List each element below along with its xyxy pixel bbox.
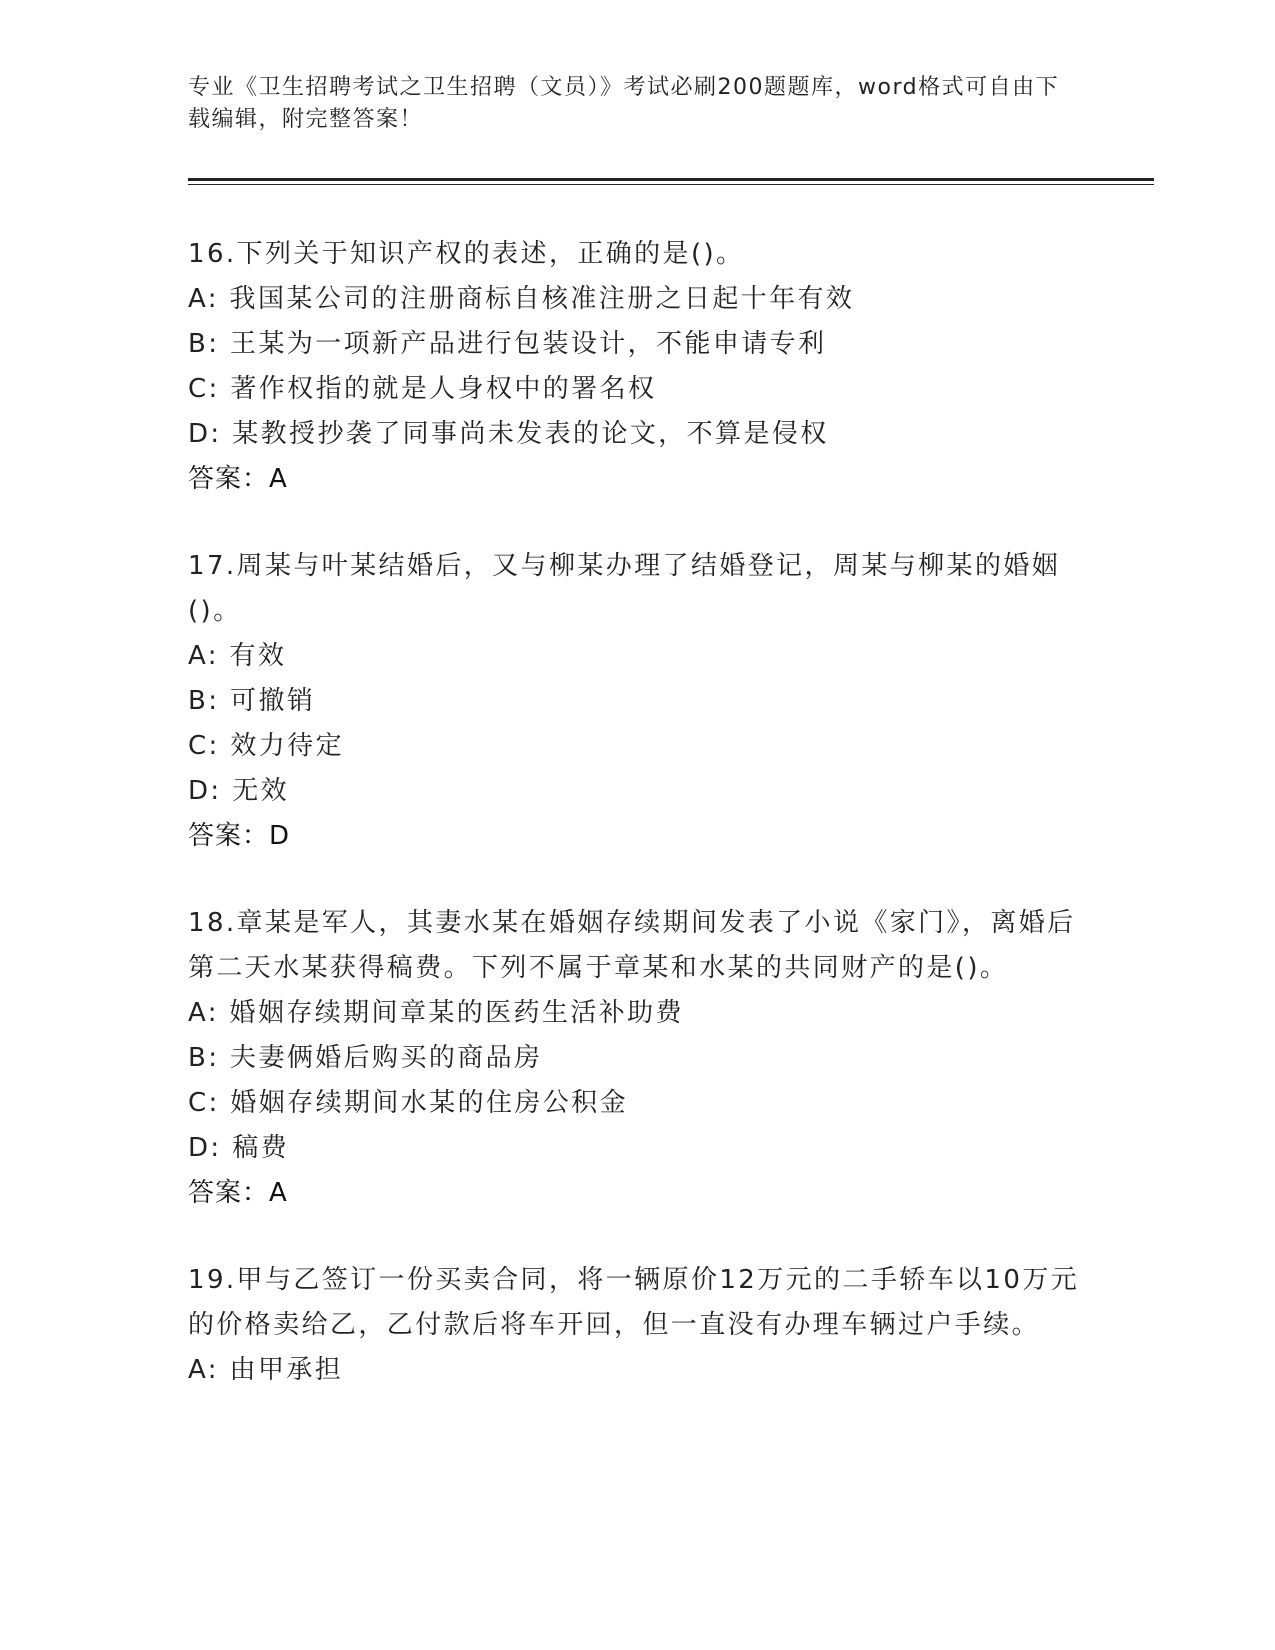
option-d: D: 某教授抄袭了同事尚未发表的论文，不算是侵权 xyxy=(188,419,829,449)
document-title: 专业《卫生招聘考试之卫生招聘（文员）》考试必刷200题题库，word格式可自由下载编辑，附完整答案！ xyxy=(188,75,1060,132)
option-b: B: 王某为一项新产品进行包装设计，不能申请专利 xyxy=(188,329,827,359)
option-b: B: 可撤销 xyxy=(188,686,316,716)
option-a: A: 由甲承担 xyxy=(188,1355,344,1385)
option-c: C: 效力待定 xyxy=(188,731,344,761)
option-a: A: 婚姻存续期间章某的医药生活补助费 xyxy=(188,998,684,1028)
option-c: C: 婚姻存续期间水某的住房公积金 xyxy=(188,1088,628,1118)
question-17 xyxy=(188,544,1088,859)
option-c: C: 著作权指的就是人身权中的署名权 xyxy=(188,374,657,404)
question-list xyxy=(188,232,1088,1435)
answer-line: 答案：A xyxy=(188,1178,288,1208)
option-d: D: 稿费 xyxy=(188,1133,290,1163)
question-stem: 17.周某与叶某结婚后，又与柳某办理了结婚登记，周某与柳某的婚姻()。 xyxy=(188,551,1061,626)
option-b: B: 夫妻俩婚后购买的商品房 xyxy=(188,1043,543,1073)
header-divider-thin xyxy=(188,184,1154,185)
answer-line: 答案：D xyxy=(188,821,291,851)
question-stem: 16.下列关于知识产权的表述，正确的是()。 xyxy=(188,239,745,269)
answer-line: 答案：A xyxy=(188,464,288,494)
question-stem: 18.章某是军人，其妻水某在婚姻存续期间发表了小说《家门》，离婚后第二天水某获得稿费。下列不属于章某和水某的共同财产的是()。 xyxy=(188,908,1076,983)
question-stem: 19.甲与乙签订一份买卖合同，将一辆原价12万元的二手轿车以10万元的价格卖给乙，乙付款后将车开回，但一直没有办理车辆过户手续。 xyxy=(188,1265,1080,1340)
option-a: A: 有效 xyxy=(188,641,287,671)
question-18 xyxy=(188,901,1088,1216)
option-a: A: 我国某公司的注册商标自核准注册之日起十年有效 xyxy=(188,284,855,314)
question-16 xyxy=(188,232,1088,502)
question-19 xyxy=(188,1258,1088,1393)
option-d: D: 无效 xyxy=(188,776,290,806)
header-divider-thick xyxy=(188,178,1154,181)
